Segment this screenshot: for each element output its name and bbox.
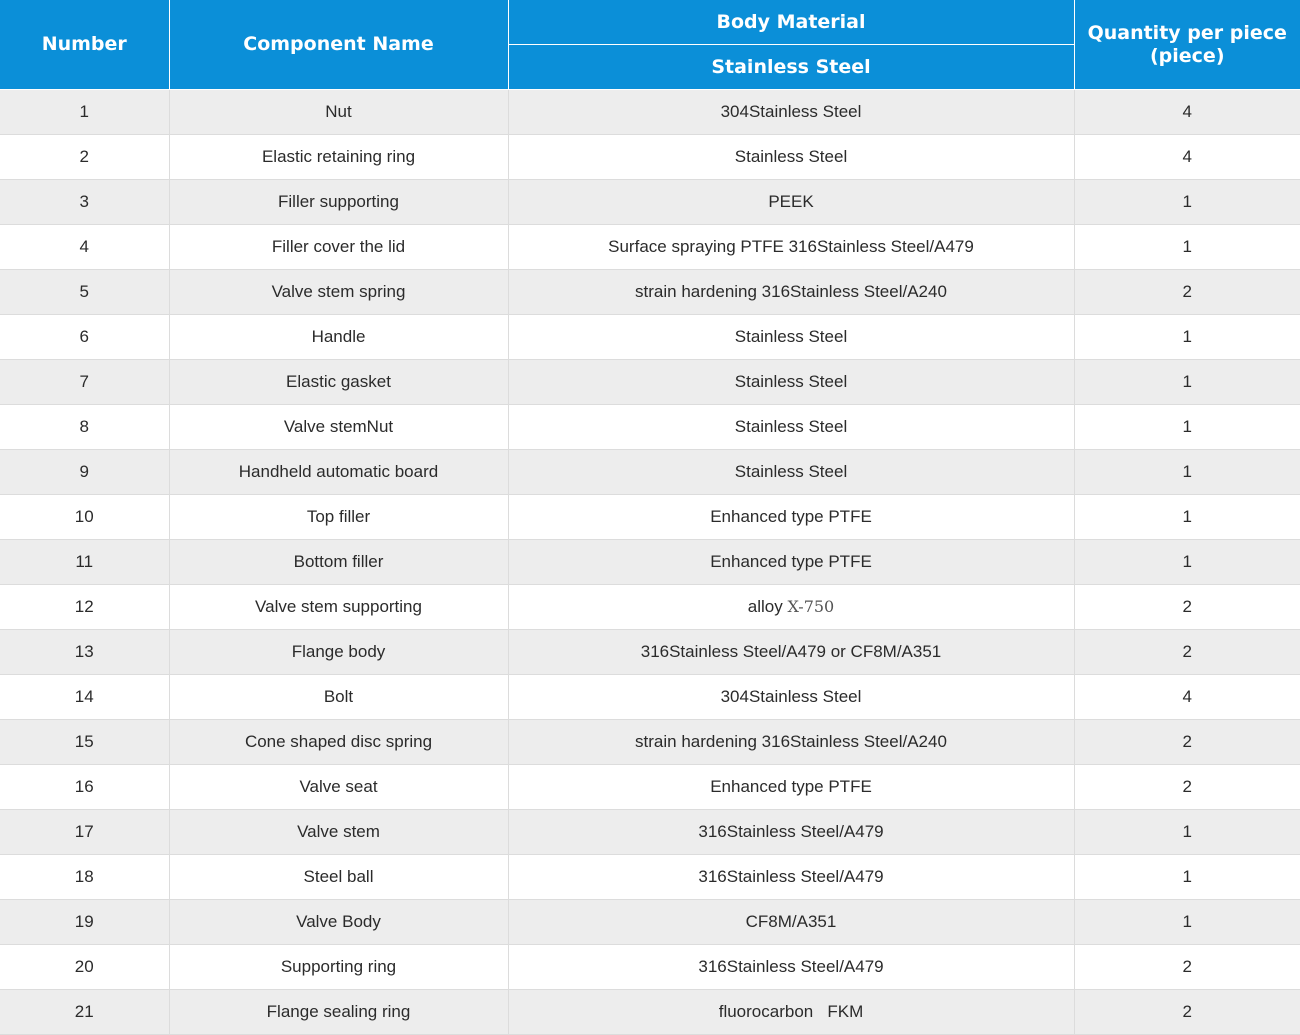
cell-material: PEEK bbox=[508, 180, 1074, 225]
table-row bbox=[0, 585, 1300, 630]
cell-number: 5 bbox=[0, 270, 169, 315]
cell-component-name: Elastic gasket bbox=[169, 360, 508, 405]
cell-component-name: Bolt bbox=[169, 675, 508, 720]
table-row bbox=[0, 810, 1300, 855]
table-row bbox=[0, 270, 1300, 315]
cell-quantity: 1 bbox=[1074, 900, 1300, 945]
cell-number: 7 bbox=[0, 360, 169, 405]
cell-component-name: Nut bbox=[169, 90, 508, 135]
cell-number: 18 bbox=[0, 855, 169, 900]
cell-component-name: Top filler bbox=[169, 495, 508, 540]
table-row bbox=[0, 900, 1300, 945]
cell-material: 316Stainless Steel/A479 bbox=[508, 945, 1074, 990]
cell-material: CF8M/A351 bbox=[508, 900, 1074, 945]
table-row bbox=[0, 630, 1300, 675]
cell-component-name: Valve seat bbox=[169, 765, 508, 810]
cell-component-name: Cone shaped disc spring bbox=[169, 720, 508, 765]
cell-number: 19 bbox=[0, 900, 169, 945]
header-component-name: Component Name bbox=[169, 0, 508, 90]
cell-quantity: 2 bbox=[1074, 945, 1300, 990]
cell-quantity: 2 bbox=[1074, 990, 1300, 1035]
cell-quantity: 1 bbox=[1074, 810, 1300, 855]
cell-component-name: Handle bbox=[169, 315, 508, 360]
cell-material: 304Stainless Steel bbox=[508, 90, 1074, 135]
table-row bbox=[0, 90, 1300, 135]
cell-number: 12 bbox=[0, 585, 169, 630]
cell-material bbox=[508, 585, 1074, 630]
table-header bbox=[0, 0, 1300, 90]
header-number: Number bbox=[0, 0, 169, 90]
cell-quantity: 2 bbox=[1074, 765, 1300, 810]
cell-quantity: 4 bbox=[1074, 90, 1300, 135]
cell-component-name: Flange body bbox=[169, 630, 508, 675]
cell-material: Enhanced type PTFE bbox=[508, 765, 1074, 810]
cell-number: 20 bbox=[0, 945, 169, 990]
cell-number: 21 bbox=[0, 990, 169, 1035]
cell-number: 6 bbox=[0, 315, 169, 360]
table-row bbox=[0, 315, 1300, 360]
cell-component-name: Steel ball bbox=[169, 855, 508, 900]
cell-number: 4 bbox=[0, 225, 169, 270]
cell-material-text: alloy bbox=[747, 597, 783, 616]
header-body-material: Body Material bbox=[508, 0, 1074, 45]
cell-component-name: Elastic retaining ring bbox=[169, 135, 508, 180]
cell-material-grade: X-750 bbox=[787, 597, 835, 616]
cell-material: Stainless Steel bbox=[508, 450, 1074, 495]
cell-quantity: 1 bbox=[1074, 855, 1300, 900]
cell-material: fluorocarbon FKM bbox=[508, 990, 1074, 1035]
cell-quantity: 4 bbox=[1074, 675, 1300, 720]
cell-material: strain hardening 316Stainless Steel/A240 bbox=[508, 720, 1074, 765]
cell-number: 17 bbox=[0, 810, 169, 855]
cell-number: 3 bbox=[0, 180, 169, 225]
cell-quantity: 2 bbox=[1074, 585, 1300, 630]
cell-component-name: Bottom filler bbox=[169, 540, 508, 585]
cell-component-name: Valve stem supporting bbox=[169, 585, 508, 630]
cell-material: Enhanced type PTFE bbox=[508, 495, 1074, 540]
cell-number: 9 bbox=[0, 450, 169, 495]
cell-component-name: Valve stemNut bbox=[169, 405, 508, 450]
table-row bbox=[0, 990, 1300, 1035]
cell-material: Stainless Steel bbox=[508, 360, 1074, 405]
cell-material: Enhanced type PTFE bbox=[508, 540, 1074, 585]
header-quantity: Quantity per piece (piece) bbox=[1074, 0, 1300, 90]
cell-component-name: Filler supporting bbox=[169, 180, 508, 225]
cell-quantity: 1 bbox=[1074, 315, 1300, 360]
cell-quantity: 1 bbox=[1074, 450, 1300, 495]
table-row bbox=[0, 135, 1300, 180]
cell-quantity: 4 bbox=[1074, 135, 1300, 180]
table-row bbox=[0, 855, 1300, 900]
cell-number: 16 bbox=[0, 765, 169, 810]
cell-quantity: 2 bbox=[1074, 630, 1300, 675]
table-row bbox=[0, 180, 1300, 225]
cell-component-name: Flange sealing ring bbox=[169, 990, 508, 1035]
cell-number: 10 bbox=[0, 495, 169, 540]
cell-quantity: 1 bbox=[1074, 540, 1300, 585]
cell-number: 8 bbox=[0, 405, 169, 450]
table-row bbox=[0, 495, 1300, 540]
header-row-top bbox=[0, 0, 1300, 45]
table-row bbox=[0, 450, 1300, 495]
table-row bbox=[0, 540, 1300, 585]
cell-component-name: Supporting ring bbox=[169, 945, 508, 990]
cell-component-name: Valve stem spring bbox=[169, 270, 508, 315]
header-material-stainless-steel: Stainless Steel bbox=[508, 45, 1074, 90]
cell-number: 1 bbox=[0, 90, 169, 135]
table-row bbox=[0, 360, 1300, 405]
table-row bbox=[0, 765, 1300, 810]
cell-material: strain hardening 316Stainless Steel/A240 bbox=[508, 270, 1074, 315]
cell-number: 14 bbox=[0, 675, 169, 720]
cell-material: Stainless Steel bbox=[508, 315, 1074, 360]
table-row bbox=[0, 225, 1300, 270]
cell-component-name: Valve Body bbox=[169, 900, 508, 945]
cell-quantity: 1 bbox=[1074, 405, 1300, 450]
cell-material: 316Stainless Steel/A479 or CF8M/A351 bbox=[508, 630, 1074, 675]
cell-quantity: 2 bbox=[1074, 270, 1300, 315]
cell-number: 13 bbox=[0, 630, 169, 675]
cell-material: 316Stainless Steel/A479 bbox=[508, 810, 1074, 855]
cell-material: 304Stainless Steel bbox=[508, 675, 1074, 720]
table-row bbox=[0, 945, 1300, 990]
cell-quantity: 1 bbox=[1074, 180, 1300, 225]
cell-component-name: Valve stem bbox=[169, 810, 508, 855]
cell-material: 316Stainless Steel/A479 bbox=[508, 855, 1074, 900]
cell-number: 15 bbox=[0, 720, 169, 765]
table-row bbox=[0, 405, 1300, 450]
table-body bbox=[0, 90, 1300, 1035]
cell-material: Surface spraying PTFE 316Stainless Steel/A479 bbox=[508, 225, 1074, 270]
cell-quantity: 1 bbox=[1074, 495, 1300, 540]
table-row bbox=[0, 720, 1300, 765]
cell-quantity: 1 bbox=[1074, 225, 1300, 270]
cell-component-name: Filler cover the lid bbox=[169, 225, 508, 270]
cell-material: Stainless Steel bbox=[508, 135, 1074, 180]
cell-material: Stainless Steel bbox=[508, 405, 1074, 450]
cell-component-name: Handheld automatic board bbox=[169, 450, 508, 495]
cell-number: 2 bbox=[0, 135, 169, 180]
cell-quantity: 2 bbox=[1074, 720, 1300, 765]
cell-number: 11 bbox=[0, 540, 169, 585]
cell-quantity: 1 bbox=[1074, 360, 1300, 405]
table-row bbox=[0, 675, 1300, 720]
